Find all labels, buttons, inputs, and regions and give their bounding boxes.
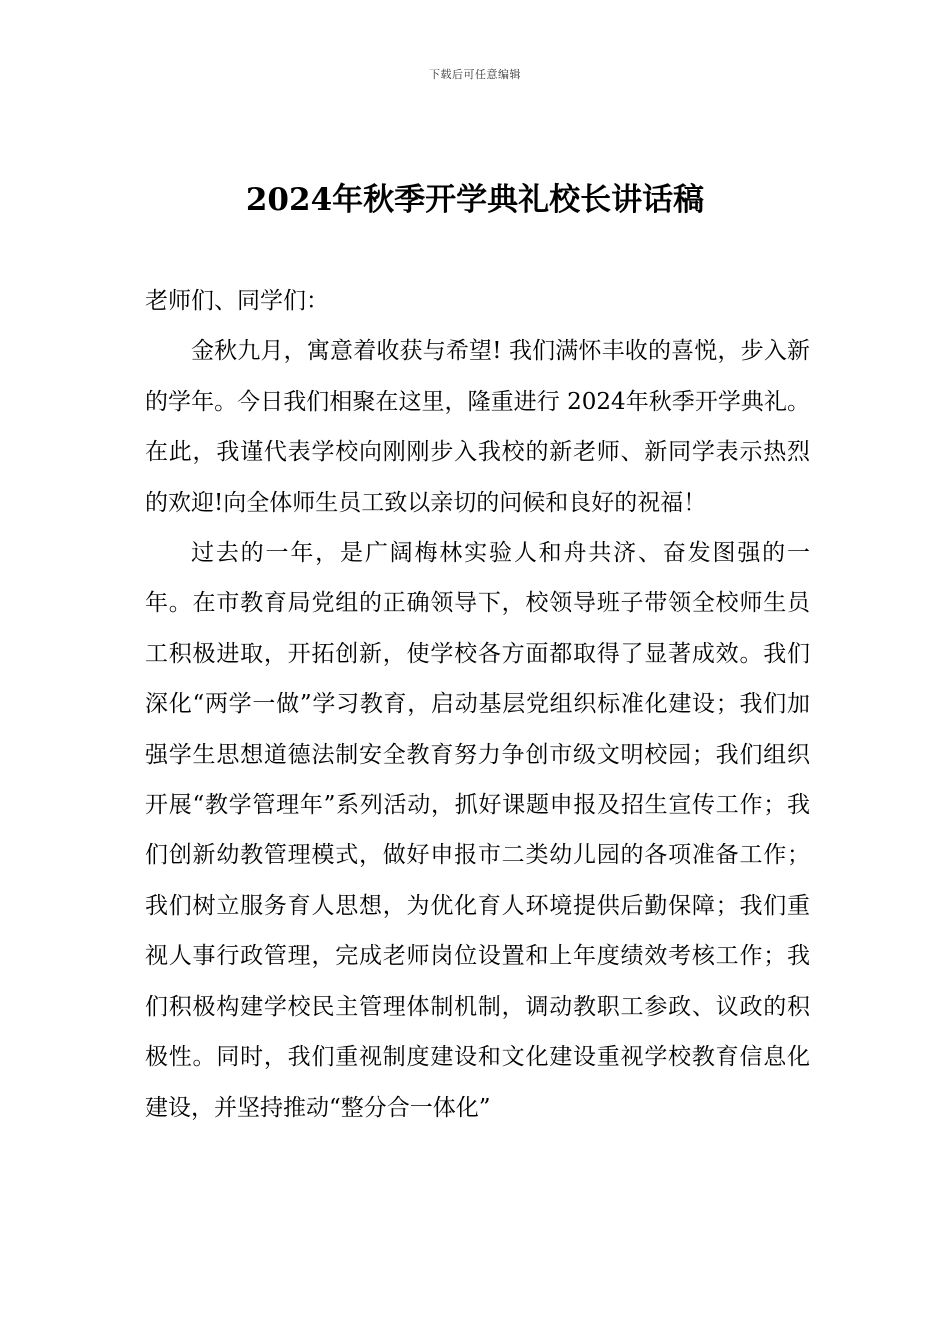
header-note: 下载后可任意编辑	[429, 68, 521, 81]
paragraph-1: 金秋九月，寓意着收获与希望! 我们满怀丰收的喜悦，步入新的学年。今日我们相聚在这里，隆重进行 2024年秋季开学典礼。在此，我谨代表学校向刚刚步入我校的新老师、新同学表示热烈的欢迎!向全体师生员工致以亲切的问候和良好的祝福！	[145, 338, 810, 516]
salutation: 老师们、同学们：	[145, 288, 329, 314]
document-body	[145, 276, 810, 1133]
document-title: 2024年秋季开学典礼校长讲话稿	[245, 182, 705, 218]
paragraph-2: 过去的一年，是广阔梅林实验人和舟共济、奋发图强的一年。在市教育局党组的正确领导下，校领导班子带领全校师生员工积极进取，开拓创新，使学校各方面都取得了显著成效。我们深化“两学一做”学习教育，启动基层党组织标准化建设；我们加强学生思想道德法制安全教育努力争创市级文明校园；我们组织开展“教学管理年”系列活动，抓好课题申报及招生宣传工作；我们创新幼教管理模式，做好申报市二类幼儿园的各项准备工作；我们树立服务育人思想，为优化育人环境提供后勤保障；我们重视人事行政管理，完成老师岗位设置和上年度绩效考核工作；我们积极构建学校民主管理体制机制，调动教职工参政、议政的积极性。同时，我们重视制度建设和文化建设重视学校教育信息化建设，并坚持推动“整分合一体化”	[145, 540, 810, 1121]
